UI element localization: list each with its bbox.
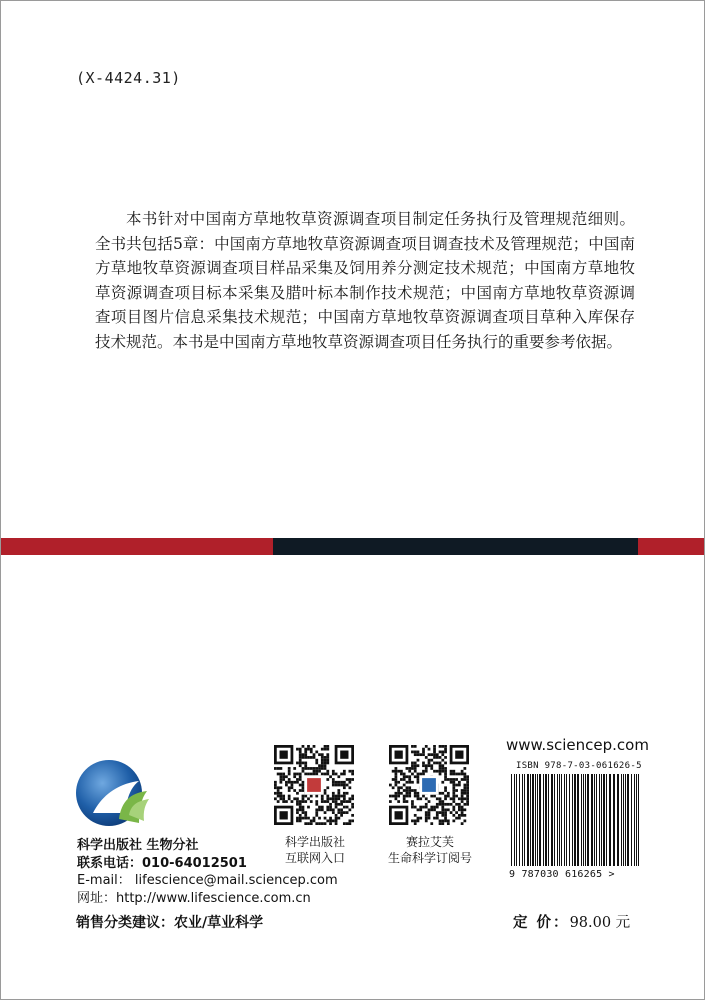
red-stripe-right	[638, 538, 704, 555]
science-press-logo-icon	[73, 753, 153, 833]
publisher-email: E-mail： lifescience@mail.sciencep.com	[77, 873, 338, 888]
publisher-website: 网址：http://www.lifescience.com.cn	[77, 890, 311, 906]
classification-code: (X-4424.31)	[76, 69, 181, 87]
barcode-icon	[509, 774, 643, 878]
barcode-digits: 9 787030 616265 >	[509, 869, 615, 880]
book-description	[95, 207, 635, 354]
dark-stripe-center	[273, 538, 638, 555]
qr-code-icon[interactable]	[389, 745, 469, 825]
qr-label-science-press	[260, 834, 370, 866]
qr-code-icon[interactable]	[274, 745, 354, 825]
description-text: 本书针对中国南方草地牧草资源调查项目制定任务执行及管理规范细则。全书共包括5章：中国南方草地牧草资源调查项目调查技术及管理规范；中国南方草地牧草资源调查项目样品采集及饲用养分测定技术规范；中国南方草地牧草资源调查项目标本采集及腊叶标本制作技术规范；中国南方草地牧草资源调查项目图片信息采集技术规范；中国南方草地牧草资源调查项目草种入库保存技术规范。本书是中国南方草地牧草资源调查项目任务执行的重要参考依据。	[95, 210, 635, 351]
price-value: 98.00 元	[569, 915, 631, 931]
qr-label-line: 互联网入口	[284, 851, 345, 865]
qr-label-line: 赛拉艾芙	[405, 835, 454, 849]
website-url[interactable]: www.sciencep.com	[506, 736, 649, 754]
qr-label-line: 科学出版社	[284, 835, 345, 849]
qr-label-subscription	[375, 834, 485, 866]
publisher-phone: 联系电话：010-64012501	[77, 855, 247, 871]
qr-label-line: 生命科学订阅号	[387, 851, 472, 865]
red-stripe-left	[1, 538, 273, 555]
price	[513, 911, 630, 932]
sales-category: 销售分类建议：农业/草业科学	[76, 915, 264, 931]
publisher-name: 科学出版社 生物分社	[77, 838, 199, 853]
price-label: 定 价：	[513, 914, 570, 931]
isbn-label: ISBN 978-7-03-061626-5	[516, 761, 642, 771]
